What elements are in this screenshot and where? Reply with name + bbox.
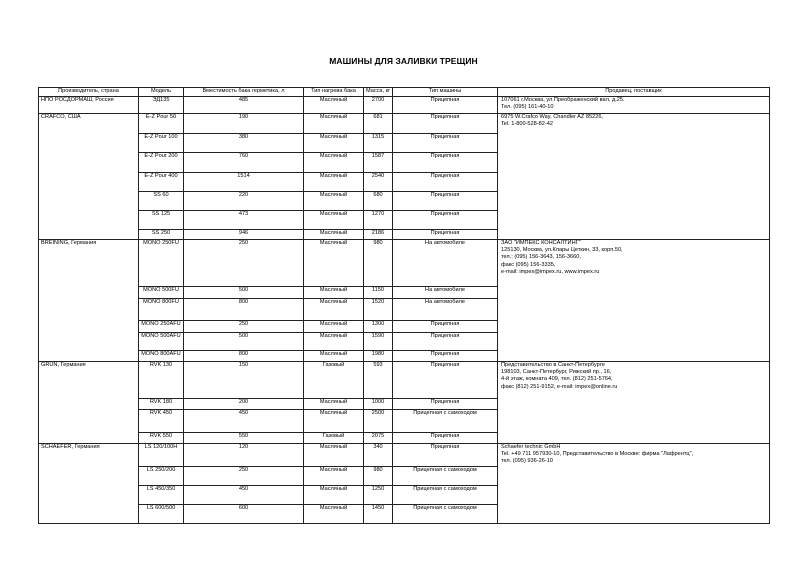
manufacturer-cell: GRUN, Германия [39, 362, 139, 444]
mass-cell: 2075 [364, 433, 393, 444]
model-cell: E-Z Pour 400 [139, 173, 184, 192]
machine-type-cell: Прицепная с самоходом [393, 467, 498, 486]
seller-line: Тел. (095) 161-40-10 [501, 104, 554, 111]
seller-line: 6975 W.Crafco Way, Chandler AZ 85226, [501, 114, 603, 120]
capacity-cell: 500 [184, 333, 304, 351]
capacity-cell: 473 [184, 211, 304, 230]
model-cell: E-Z Pour 200 [139, 153, 184, 173]
machine-type-cell: Прицепная [393, 333, 498, 351]
machine-type-cell: Прицепная [393, 321, 498, 333]
model-cell: MONO 250AFU [139, 321, 184, 333]
machine-type-cell: Прицепная [393, 134, 498, 153]
machine-type-cell: Прицепная [393, 351, 498, 362]
header-capacity: Вместимость бака герметика, л [184, 88, 304, 97]
model-cell: MONO 250FU [139, 240, 184, 287]
page-title: МАШИНЫ ДЛЯ ЗАЛИВКИ ТРЕЩИН [329, 56, 478, 66]
manufacturer-cell: SCHAEFER, Германия [39, 444, 139, 524]
mass-cell: 1587 [364, 153, 393, 173]
capacity-cell: 500 [184, 287, 304, 299]
model-cell: RVK 180 [139, 399, 184, 410]
heating-cell: Масляный [304, 410, 364, 433]
heating-cell: Масляный [304, 299, 364, 321]
heating-cell: Масляный [304, 467, 364, 486]
machine-type-cell: На автомобиле [393, 240, 498, 287]
seller-line: Schaefer technic GmbH [501, 444, 561, 450]
capacity-cell: 150 [184, 362, 304, 399]
table-body [39, 97, 770, 524]
mass-cell: 1270 [364, 211, 393, 230]
heating-cell: Масляный [304, 230, 364, 240]
capacity-cell: 380 [184, 134, 304, 153]
heating-cell: Масляный [304, 351, 364, 362]
capacity-cell: 550 [184, 433, 304, 444]
machine-type-cell: Прицепная [393, 444, 498, 467]
capacity-cell: 760 [184, 153, 304, 173]
header-heating: Тип нагрева бака [304, 88, 364, 97]
model-cell: LS 450/350 [139, 486, 184, 505]
seller-cell [498, 240, 770, 362]
heating-cell: Масляный [304, 287, 364, 299]
capacity-cell: 190 [184, 114, 304, 134]
seller-line: 198103, Санкт-Петербург, Рижский пр., 16, [501, 369, 612, 376]
mass-cell: 2500 [364, 410, 393, 433]
heating-cell: Масляный [304, 173, 364, 192]
seller-line: 4-й этаж, комната 409, тел. (812) 251-5764, [501, 376, 613, 383]
seller-line: 107061 г.Москва, ул.Преображенский вал, д.25. [501, 97, 625, 103]
model-cell: MONO 800AFU [139, 351, 184, 362]
mass-cell: 1520 [364, 299, 393, 321]
manufacturer-cell: НПО РОСДОРМАШ, Россия [39, 97, 139, 114]
machine-type-cell: Прицепная с самоходом [393, 486, 498, 505]
seller-line: e-mail: impex@impex.ru, www.impex.ru [501, 268, 600, 275]
heating-cell: Масляный [304, 321, 364, 333]
capacity-cell: 250 [184, 240, 304, 287]
heating-cell: Масляный [304, 114, 364, 134]
model-cell: MONO 500AFU [139, 333, 184, 351]
capacity-cell: 450 [184, 410, 304, 433]
machine-type-cell: Прицепная [393, 173, 498, 192]
mass-cell: 2540 [364, 173, 393, 192]
mass-cell: 980 [364, 467, 393, 486]
header-row [39, 88, 770, 97]
capacity-cell: 800 [184, 299, 304, 321]
seller-cell [498, 114, 770, 240]
table-row [39, 444, 770, 467]
heating-cell: Масляный [304, 240, 364, 287]
table-row [39, 97, 770, 114]
mass-cell: 2700 [364, 97, 393, 114]
seller-line: Представительство в Санкт-Петербурге [501, 362, 605, 368]
heating-cell: Масляный [304, 505, 364, 524]
model-cell: RVK 130 [139, 362, 184, 399]
seller-cell [498, 362, 770, 444]
manufacturer-cell: BREINING, Германия [39, 240, 139, 362]
machine-type-cell: На автомобиле [393, 299, 498, 321]
machine-type-cell: Прицепная [393, 97, 498, 114]
model-cell: LS 250/200 [139, 467, 184, 486]
capacity-cell: 1514 [184, 173, 304, 192]
model-cell: RVK 550 [139, 433, 184, 444]
capacity-cell: 600 [184, 505, 304, 524]
machine-type-cell: Прицепная [393, 362, 498, 399]
machines-table [38, 87, 770, 524]
mass-cell: 681 [364, 114, 393, 134]
mass-cell: 1315 [364, 134, 393, 153]
machine-type-cell: Прицепная с самоходом [393, 410, 498, 433]
heating-cell: Масляный [304, 333, 364, 351]
capacity-cell: 250 [184, 467, 304, 486]
machine-type-cell: Прицепная [393, 114, 498, 134]
seller-cell [498, 444, 770, 524]
capacity-cell: 450 [184, 486, 304, 505]
seller-line: факс (812) 251-9152, e-mail: impex@online.ru [501, 383, 618, 390]
header-machine-type: Тип машины [393, 88, 498, 97]
header-mass: Масса, кг [364, 88, 393, 97]
seller-line: 125130, Москва, ул.Клары Цеткин, 33, корп.50, [501, 247, 623, 254]
header-manufacturer: Производитель, страна [39, 88, 139, 97]
mass-cell: 1450 [364, 505, 393, 524]
manufacturer-cell: CRAFCO, США [39, 114, 139, 240]
header-model: Модель [139, 88, 184, 97]
model-cell: ЭД135 [139, 97, 184, 114]
model-cell: SS 125 [139, 211, 184, 230]
heating-cell: Масляный [304, 97, 364, 114]
machine-type-cell: Прицепная [393, 433, 498, 444]
heating-cell: Масляный [304, 192, 364, 211]
table-row [39, 114, 770, 134]
capacity-cell: 200 [184, 399, 304, 410]
heating-cell: Газовый [304, 362, 364, 399]
mass-cell: 1250 [364, 486, 393, 505]
machine-type-cell: На автомобиле [393, 287, 498, 299]
model-cell: SS 250 [139, 230, 184, 240]
table-row [39, 362, 770, 399]
seller-line: Tel. +49 711 957930-10, Представительство в Москве: фирма "Лафрентц", [501, 451, 694, 458]
mass-cell: 1980 [364, 351, 393, 362]
seller-line: факс (095) 156-3335, [501, 261, 556, 268]
heating-cell: Масляный [304, 134, 364, 153]
seller-line: ЗАО "ИМПЕКС КОНСАЛТИНГ" [501, 240, 581, 246]
machine-type-cell: Прицепная [393, 192, 498, 211]
model-cell: SS 60 [139, 192, 184, 211]
model-cell: MONO 800FU [139, 299, 184, 321]
mass-cell: 1590 [364, 333, 393, 351]
machine-type-cell: Прицепная с самоходом [393, 505, 498, 524]
machine-type-cell: Прицепная [393, 230, 498, 240]
model-cell: MONO 500FU [139, 287, 184, 299]
capacity-cell: 250 [184, 321, 304, 333]
mass-cell: 1300 [364, 321, 393, 333]
model-cell: LS 600/500 [139, 505, 184, 524]
model-cell: LS 120/100H [139, 444, 184, 467]
header-seller: Продавец, поставщик [498, 88, 770, 97]
table-row [39, 240, 770, 287]
machine-type-cell: Прицепная [393, 399, 498, 410]
capacity-cell: 220 [184, 192, 304, 211]
heating-cell: Масляный [304, 211, 364, 230]
capacity-cell: 800 [184, 351, 304, 362]
heating-cell: Газовый [304, 433, 364, 444]
mass-cell: 980 [364, 240, 393, 287]
mass-cell: 2186 [364, 230, 393, 240]
seller-cell [498, 97, 770, 114]
capacity-cell: 120 [184, 444, 304, 467]
machine-type-cell: Прицепная [393, 153, 498, 173]
mass-cell: 1000 [364, 399, 393, 410]
heating-cell: Масляный [304, 486, 364, 505]
mass-cell: 593 [364, 362, 393, 399]
capacity-cell: 946 [184, 230, 304, 240]
seller-line: Tel. 1-800-528-82-42 [501, 121, 553, 128]
mass-cell: 680 [364, 192, 393, 211]
heating-cell: Масляный [304, 444, 364, 467]
heating-cell: Масляный [304, 399, 364, 410]
mass-cell: 340 [364, 444, 393, 467]
model-cell: RVK 450 [139, 410, 184, 433]
seller-line: тел.: (095) 156-3643, 156-3660, [501, 254, 581, 261]
mass-cell: 1150 [364, 287, 393, 299]
capacity-cell: 485 [184, 97, 304, 114]
model-cell: E-Z Pour 100 [139, 134, 184, 153]
model-cell: E-Z Pour 50 [139, 114, 184, 134]
heating-cell: Масляный [304, 153, 364, 173]
seller-line: тел. (095) 936-26-10 [501, 458, 553, 465]
machine-type-cell: Прицепная [393, 211, 498, 230]
